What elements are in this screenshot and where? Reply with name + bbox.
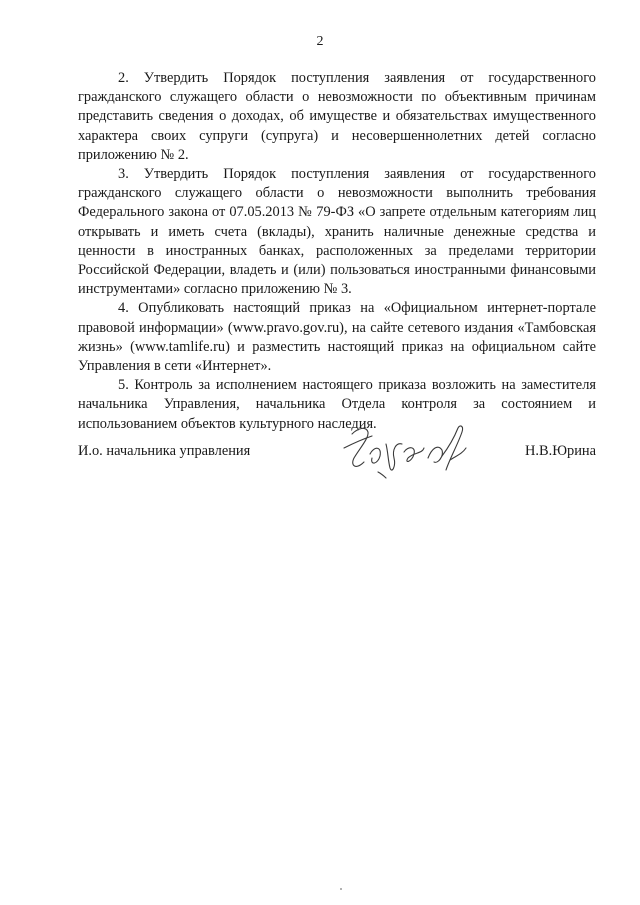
document-body — [78, 69, 596, 434]
paragraph-4: 4. Опубликовать настоящий приказ на «Официальном интернет-портале правовой информации» (www.pravo.gov.ru), на сайте сетевого издания «Тамбовская жизнь» (www.tamlife.ru) и разместить настоящий приказ на официальном сайте Управления в сети «Интернет». — [78, 300, 596, 375]
signatory-title: И.о. начальника управления — [78, 443, 251, 459]
handwritten-signature — [338, 418, 488, 488]
scan-artifact-dot — [340, 888, 342, 890]
signatory-name: Н.В.Юрина — [525, 443, 596, 459]
page-number: 2 — [316, 34, 324, 49]
paragraph-5: 5. Контроль за исполнением настоящего приказа возложить на заместителя начальника Управления, начальника Отдела контроля за состоянием и использованием объектов культурного наследия. — [78, 377, 596, 432]
paragraph-3: 3. Утвердить Порядок поступления заявления от государственного гражданского служащего области о невозможности выполнить требования Федерального закона от 07.05.2013 № 79-ФЗ «О запрете отдельным категориям лиц открывать и иметь счета (вклады), хранить наличные денежные средства и ценности в иностранных банках, расположенных за пределами территории Российской Федерации, владеть и (или) пользоваться иностранными финансовыми инструментами» согласно приложению № 3. — [78, 166, 596, 298]
signature-block — [78, 440, 596, 500]
paragraph-2: 2. Утвердить Порядок поступления заявления от государственного гражданского служащего области о невозможности по объективным причинам представить сведения о доходах, об имуществе и обязательствах имущественного характера своих супруги (супруга) и несовершеннолетних детей согласно приложению № 2. — [78, 70, 596, 163]
